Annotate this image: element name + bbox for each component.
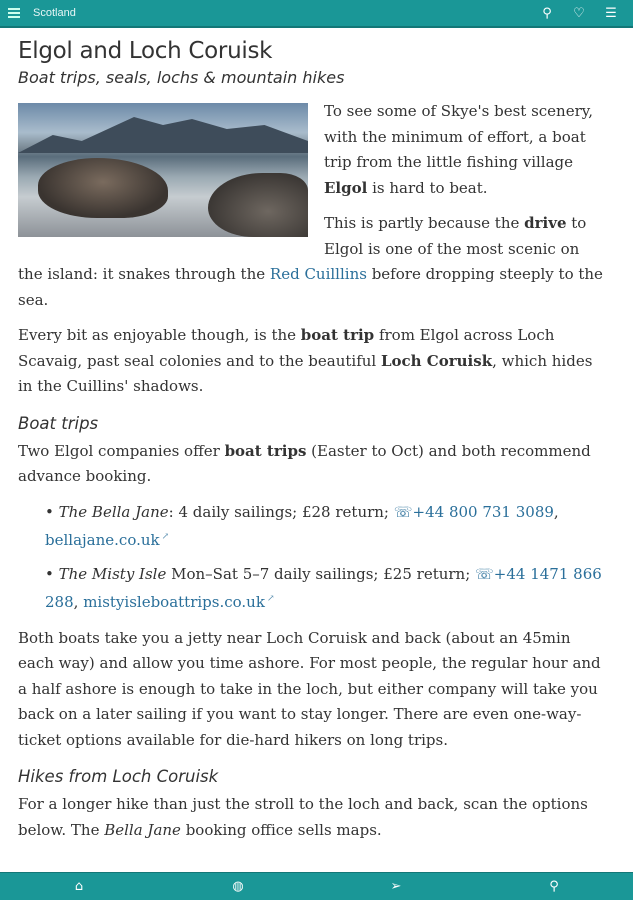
- external-link-icon: ↗: [266, 594, 275, 604]
- boat-list: [45, 500, 603, 616]
- text-run: ,: [73, 593, 84, 611]
- paragraph: [18, 792, 603, 843]
- text-run: , which hides in the Cuillins' shadows.: [18, 351, 593, 395]
- article-title: Elgol and Loch Coruisk: [18, 38, 273, 64]
- text-run: Loch Coruisk: [380, 351, 493, 370]
- text-run: •: [45, 564, 59, 583]
- text-run: Mon–Sat 5–7 daily sailings; £25 return;: [166, 564, 476, 583]
- text-run: from Elgol across Loch Scavaig, past seal colonies and to the beautiful: [18, 326, 555, 370]
- list-icon[interactable]: ☰: [605, 6, 617, 21]
- text-run: Every bit as enjoyable though, is the: [18, 326, 301, 344]
- link[interactable]: mistyisleboattrips.co.uk: [83, 593, 265, 611]
- text-run: For a longer hike than just the stroll to the loch and back, scan the options below. The: [18, 795, 588, 839]
- text-run: booking office sells maps.: [180, 820, 382, 839]
- paragraph: [18, 323, 603, 400]
- boat-details-section: [18, 626, 603, 754]
- map-pin-icon[interactable]: ⚲: [542, 6, 552, 21]
- heading-boat-trips: Boat trips: [18, 413, 99, 433]
- link[interactable]: bellajane.co.uk: [45, 531, 160, 549]
- text-run: Bella Jane: [104, 820, 181, 839]
- text-run: drive: [524, 214, 567, 232]
- text-run: The Bella Jane: [58, 502, 169, 521]
- text-run: to Elgol is one of the most scenic on the island: it snakes through the: [18, 214, 587, 283]
- article: [18, 38, 603, 853]
- text-run: ,: [553, 502, 559, 521]
- text-run: is hard to beat.: [367, 178, 488, 197]
- text-run: This is partly because the: [324, 214, 525, 232]
- text-run: Two Elgol companies offer: [18, 441, 225, 460]
- text-run: The Misty Isle: [58, 564, 167, 583]
- app-title: Scotland: [33, 7, 76, 19]
- text-run: Elgol: [324, 178, 368, 197]
- top-app-bar: [0, 0, 633, 28]
- boat-section: [18, 439, 603, 490]
- text-run: •: [45, 502, 59, 521]
- text-run: before dropping steeply to the sea.: [18, 265, 603, 309]
- search-icon[interactable]: ⚲: [549, 879, 559, 894]
- navigate-icon[interactable]: ➢: [390, 879, 402, 894]
- text-run: boat trip: [300, 326, 375, 344]
- text-run: boat trips: [224, 441, 307, 460]
- article-photo: [18, 103, 308, 237]
- article-subtitle: Boat trips, seals, lochs & mountain hikes: [18, 68, 345, 87]
- globe-icon[interactable]: ◍: [232, 879, 244, 894]
- paragraph: [18, 439, 603, 490]
- heart-icon[interactable]: ♡: [573, 6, 585, 21]
- text-run: To see some of Skye's best scenery, with the minimum of effort, a boat trip from the little fishing village: [324, 102, 594, 171]
- text-run: : 4 daily sailings; £28 return;: [168, 502, 394, 521]
- link[interactable]: ☏+44 800 731 3089: [393, 502, 554, 521]
- text-run: (Easter to Oct) and both recommend advance booking.: [18, 441, 591, 485]
- home-icon[interactable]: ⌂: [74, 879, 84, 894]
- paragraph: [18, 626, 603, 754]
- heading-hikes: Hikes from Loch Coruisk: [18, 767, 219, 786]
- external-link-icon: ↗: [161, 532, 170, 542]
- link[interactable]: ☏+44 1471 866 288: [45, 564, 602, 611]
- list-item: [45, 500, 603, 554]
- link[interactable]: Red Cuilllins: [269, 265, 367, 283]
- menu-icon[interactable]: [8, 8, 20, 18]
- hikes-section: [18, 792, 603, 843]
- text-run: Both boats take you a jetty near Loch Coruisk and back (about an 45min each way) and allow you time ashore. For most people, the regular hour and a half ashore is enough to take in the loch, but either company will take you back on a later sailing if you want to stay longer. There are even one-way-ticket options available for die-hard hikers on long trips.: [18, 628, 601, 749]
- bottom-nav-bar: [0, 872, 633, 900]
- list-item: [45, 562, 603, 616]
